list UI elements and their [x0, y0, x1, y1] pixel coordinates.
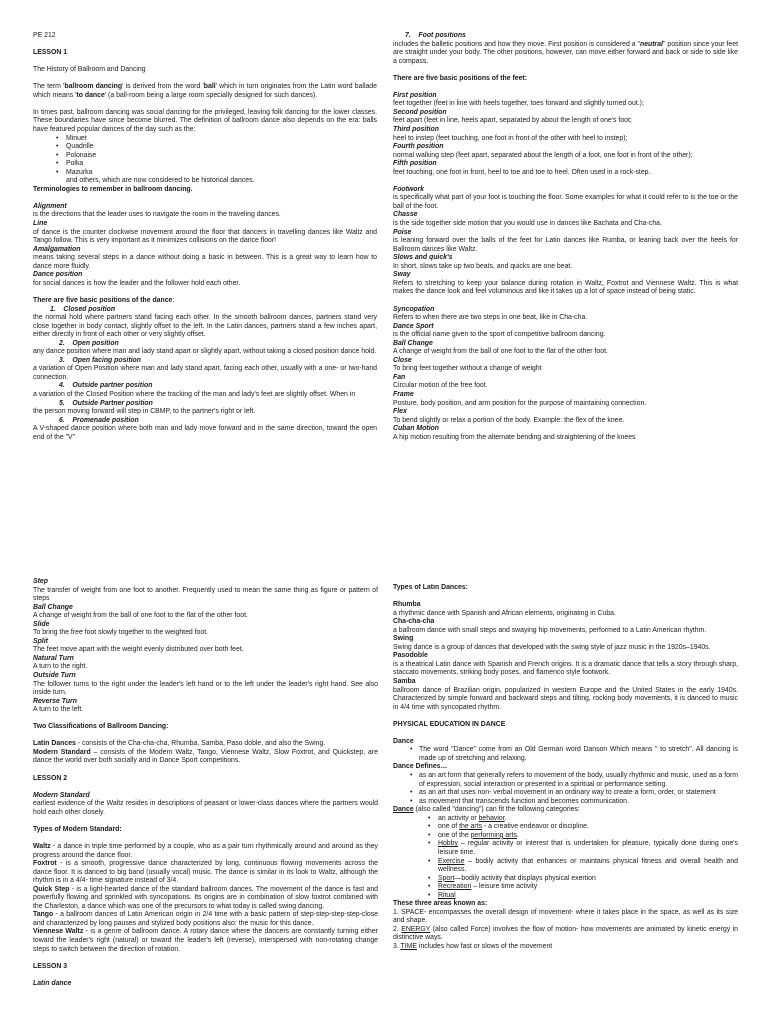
dance-definition: ballroom dance of Brazilian origin, popularized in western Europe and the United States in the early 1940s. Characterized by simple forward and backward steps and tilting, rocking body movements, it is danced to music in 4/4 time with syncopated rhythm.	[393, 686, 738, 711]
term-definition: Refers to when there are two steps in one beat, like in Cha-cha.	[393, 314, 588, 322]
third-position: Third position	[393, 126, 439, 134]
dance-categories-list	[393, 815, 738, 900]
foot-positions-intro: includes the balletic positions and how they move. First position is considered a "neutral" position since your feet are straight under your body. The other positions, however, can move either forward and back or side to side like a compass.	[393, 40, 738, 65]
position-heading: 3. Open facing position	[59, 356, 141, 364]
term-definition: is the directions that the leader uses to navigate the room in the traveling dances.	[33, 211, 281, 219]
dance-rhumba: Rhumba	[393, 601, 421, 609]
term-definition: The follower turns to the right under the leader's left hand or to the left under the leader's right hand. See also inside turn.	[33, 680, 378, 697]
list-item: • as an art form that generally refers to movement of the body, usually rhythmic and music, used as a form of expression, social interaction or presented in a spiritual or performance setting.	[393, 772, 738, 789]
term-definition: is the official name given to the sport of competitive ballroom dancing.	[393, 331, 606, 339]
term-definition: of dance is the counter clockwise movement around the floor that dancers in travelling dances like Waltz and Tango follow. This is very important as it minimizes collisions on the dance floor!	[33, 228, 377, 245]
position-definition: a variation of the Closed Position where the tracking of the man and lady's feet are slightly offset. When in	[33, 390, 356, 398]
dance-samba: Samba	[393, 678, 416, 686]
position-definition: heel to instep (feet touching, one foot in front of the other with heel to instep);	[393, 134, 628, 142]
lesson-2-heading: LESSON 2	[33, 774, 68, 782]
list-item: • as movement that transcends function and becomes communication.	[393, 798, 738, 807]
course-code: PE 212	[33, 32, 56, 39]
position-heading: 6. Promenade position	[59, 416, 139, 424]
list-item: • as an art that uses non- verbal movement in an ordinary way to create a form, order, or statement	[393, 789, 738, 798]
term-definition: The transfer of weight from one foot to another. Frequently used to mean the same thing as figure or pattern of steps	[33, 586, 378, 603]
column-bottom-right	[393, 584, 738, 1014]
term-dance-sport: Dance Sport	[393, 322, 434, 330]
term-close: Close	[393, 356, 412, 364]
positions-heading: There are five basic positions of the dance:	[33, 296, 175, 304]
term-step: Step	[33, 578, 48, 585]
position-definition: any dance position where man and lady stand apart or slightly apart, without taking a closed position dance hold.	[33, 348, 377, 356]
second-position: Second position	[393, 108, 447, 116]
term-line: Line	[33, 220, 48, 228]
term-definition: is leaning forward over the balls of the feet for Latin dances like Rumba, or leaning back over the heels for Ballroom dances like Waltz.	[393, 237, 738, 253]
term-definition: A change of weight from the ball of one foot to the flat of the other foot.	[33, 612, 248, 620]
list-item: • Polonaise	[33, 152, 377, 161]
dance-cha-cha-cha: Cha-cha-cha	[393, 618, 435, 626]
term-natural-turn: Natural Turn	[33, 654, 74, 662]
term-definition: A change of weight from the ball of one foot to the flat of the other foot.	[393, 348, 608, 356]
term-ball-change: Ball Change	[33, 603, 73, 611]
term-dance-position: Dance position	[33, 271, 83, 279]
modern-standard-heading: Modern Standard	[33, 791, 90, 799]
times-past-paragraph: In times past, ballroom dancing was social dancing for the privileged, leaving folk dancing for the lower classes. These boundaries have since become blurred. The definition of ballroom dance also depends on the era: balls have featured popular dances of the day such as the:	[33, 108, 377, 134]
term-chasse: Chasse	[393, 211, 418, 219]
fifth-position: Fifth position	[393, 160, 437, 168]
term-split: Split	[33, 637, 48, 645]
area-energy: 2. ENERGY (also called Force) involves the flow of motion- how movements are animated by kinetic energy in distinctive ways.	[393, 925, 738, 942]
term-footwork: Footwork	[393, 185, 425, 193]
dance-categories-intro: Dance (also called "dancing") can fit the following categories:	[393, 806, 580, 814]
position-definition: feet together (feet in line with heels together, toes forward and slightly turned out.);	[393, 100, 644, 108]
term-cuban-motion: Cuban Motion	[393, 425, 439, 433]
history-title: The History of Ballroom and Dancing	[33, 66, 146, 74]
term-alignment: Alignment	[33, 202, 67, 210]
list-item: • Polka	[33, 160, 377, 169]
latin-dance-heading: Latin dance	[33, 979, 72, 987]
five-feet-heading: There are five basic positions of the feet:	[393, 74, 528, 82]
historical-dance-list	[33, 135, 377, 178]
term-slide: Slide	[33, 620, 50, 628]
term-definition: To bring the free foot slowly together to the weighted foot.	[33, 629, 209, 637]
position-heading: 4. Outside partner position	[59, 382, 153, 390]
term-definition: Circular motion of the free foot.	[393, 382, 488, 390]
position-definition: the person moving forward will step in CBMP, to the partner's right or left.	[33, 408, 256, 416]
dance-definition: a ballroom dance with small steps and swaying hip movements, performed to a Latin American rhythm.	[393, 626, 707, 634]
dance-waltz: Waltz - a dance in triple time performed by a couple, who as a pair turn rhythmically around and around as they progress around the dance floor.	[33, 842, 378, 859]
dance-quick-step: Quick Step - is a light-hearted dance of the standard ballroom dances. The movement of the dance is fast and powerfully flowing and sprinkled with syncopations. Its origins are in combination of slow foxtrot combined with the Charleston, a dance which was one of the precursors to what today is called swing dancing.	[33, 885, 378, 910]
term-definition: A turn to the left.	[33, 706, 84, 714]
term-flex: Flex	[393, 408, 407, 416]
position-heading: 1. Closed position	[50, 305, 116, 313]
column-bottom-left	[33, 578, 378, 1024]
position-definition: the normal hold where partners stand facing each other. In the smooth ballroom dances, partners stand very close together in body contact, slightly offset to the left. In the Latin dances, partners stand a few inches apart, either directly in front of each other or very slightly offset.	[33, 314, 377, 339]
list-item: • one of the performing arts.	[393, 832, 738, 841]
list-item: • an activity or behavior.	[393, 815, 738, 824]
two-classifications-heading: Two Classifications of Ballroom Dancing:	[33, 723, 169, 731]
term-sway: Sway	[393, 271, 411, 279]
dance-defines-label: Dance Defines…	[393, 763, 448, 771]
column-top-left	[33, 32, 377, 477]
area-space: 1. SPACE- encompasses the overall design of movement- where it takes place in the space, as well as its size and shape.	[393, 908, 738, 925]
dance-defines-list	[393, 772, 738, 806]
term-frame: Frame	[393, 390, 414, 398]
term-poise: Poise	[393, 228, 412, 236]
lesson-3-heading: LESSON 3	[33, 962, 68, 970]
term-definition: is specifically what part of your foot is touching the floor. Some examples for what it could refer to is the toe or the ball of the foot.	[393, 194, 738, 210]
list-item: • Quadrille	[33, 143, 377, 152]
lesson-1-heading: LESSON 1	[33, 49, 68, 57]
foot-positions-heading: 7. Foot positions	[405, 32, 466, 39]
dance-swing: Swing	[393, 635, 414, 643]
intro-paragraph: The term 'ballroom dancing' is derived from the word 'ball' which in turn originates from the Latin word ballade which means 'to dance' (a ball-room being a large room specially designed for such dances).	[33, 83, 377, 99]
three-areas-heading: These three areas known as:	[393, 900, 488, 908]
dance-pasodoble: Pasodoble	[393, 652, 428, 660]
types-latin-heading: Types of Latin Dances:	[393, 584, 468, 591]
term-reverse-turn: Reverse Turn	[33, 697, 77, 705]
position-definition: feet touching, one foot in front, heel to toe and toe to heel. Often used in a rock-step.	[393, 168, 651, 176]
area-time: 3. TIME includes how fast or slows of the movement	[393, 942, 553, 950]
term-slows-quicks: Slows and quick's	[393, 254, 453, 262]
types-modern-heading: Types of Modern Standard:	[33, 825, 122, 833]
dance-definition: a rhythmic dance with Spanish and African elements, originating in Cuba.	[393, 609, 616, 617]
term-definition: means taking several steps in a dance without doing a basic in between. This is a great way to learn how to dance more fluidly.	[33, 254, 377, 270]
first-position: First position	[393, 91, 437, 99]
dance-foxtrot: Foxtrot - is a smooth, progressive dance characterized by long, continuous flowing movements across the dance floor. It is danced to big band (usually vocal) music. The dance is similar in its look to Waltz, although the rhythm is in a 4/4- time signature instead of 3/4.	[33, 860, 378, 885]
position-heading: 2. Open position	[59, 339, 119, 347]
list-item: • Exercise – bodily activity that enhances or maintains physical fitness and overall health and wellness.	[393, 858, 738, 875]
dance-definition: Swing dance is a group of dances that developed with the swing style of jazz music in the 1920s–1940s.	[393, 643, 711, 651]
fourth-position: Fourth position	[393, 143, 444, 151]
column-top-right	[393, 32, 738, 484]
list-item: • The word "Dance" come from an Old German word Danson Which means " to stretch". All dancing is made up of stretching and relaxing.	[393, 746, 738, 763]
dance-tango: Tango - a ballroom dances of Latin American origin in 2/4 time with a basic pattern of step-step-step-step-close and characterized by long pauses and stylized body positions also: the music for this dance.	[33, 911, 378, 927]
term-definition: Posture, body position, and arm position for the purpose of maintaining connection.	[393, 399, 647, 407]
term-definition: A hip motion resulting from the alternate bending and straightening of the knees	[393, 433, 636, 441]
terminologies-heading: Terminologies to remember in ballroom dancing.	[33, 185, 193, 193]
list-item: • Ritual	[393, 892, 738, 901]
position-heading: 5. Outside Partner position	[59, 399, 153, 407]
historical-note: and others, which are now considered to be historical dances.	[66, 177, 255, 185]
dance-definition: is a theatrical Latin dance with Spanish and French origins. It is a dramatic dance that tells a story through sharp, staccato movements, striking body poses, and flamenco style footwork.	[393, 660, 738, 677]
position-definition: a variation of Open Position where man and lady stand apart, facing each other, usually with a one- or two-hand connection.	[33, 365, 377, 381]
modern-standard-text: earliest evidence of the Waltz resides in descriptions of peasant or lower-class dances where the partners would hold each other closely.	[33, 800, 378, 816]
modern-classification: Modern Standard – consists of the Modern Waltz, Tango, Viennese Waltz, Slow Foxtrot, and Quickstep, are dance the world over both socially and in Dance Sport competitions.	[33, 748, 378, 765]
term-fan: Fan	[393, 373, 406, 381]
term-definition: Refers to stretching to keep your balance during rotation in Waltz, Foxtrot and Viennese Waltz. This is what makes the dance look and feel voluminous and like it takes up a lot of space instead of being static.	[393, 279, 738, 296]
dance-viennese-waltz: Viennese Waltz - is a genre of ballroom dance. A rotary dance where the dancers are constantly turning either toward the leader's right (natural) or toward the leader's left (reverse), interspersed with non-rotating change steps to switch between the direction of rotation.	[33, 928, 378, 953]
position-definition: A V-shaped dance position where both man and lady move forward and in the same direction, toward the open end of the "V"	[33, 425, 377, 441]
term-definition: To bring feet together without a change of weight	[393, 365, 542, 373]
term-definition: for social dances is how the leader and the follower hold each other.	[33, 279, 241, 287]
term-definition: In short, slows take up two beats, and quicks are one beat.	[393, 262, 573, 270]
position-definition: feet apart (feet in line, heels apart, separated by about the length of one's foot;	[393, 117, 632, 125]
term-amalgamation: Amalgamation	[33, 245, 81, 253]
list-item: • Mazurka	[33, 169, 377, 178]
term-definition: A turn to the right.	[33, 663, 88, 671]
position-definition: normal walking step (feet apart, separated about the length of a foot, one foot in front of the other);	[393, 151, 693, 159]
term-syncopation: Syncopation	[393, 305, 435, 313]
pe-in-dance-heading: PHYSICAL EDUCATION IN DANCE	[393, 720, 506, 728]
term-ball-change: Ball Change	[393, 339, 433, 347]
list-item: • one of the arts - a creative endeavor or discipline.	[393, 823, 738, 832]
latin-classification: Latin Dances - consists of the Cha-cha-cha, Rhumba, Samba, Paso doble, and also the Swing.	[33, 740, 326, 748]
term-definition: The feet move apart with the weight evenly distributed over both feet.	[33, 646, 244, 654]
term-definition: To bend slightly or relax a portion of the body. Example: the flex of the knee.	[393, 416, 625, 424]
list-item: • Recreation – leisure time activity	[393, 883, 738, 892]
term-definition: is the side together side motion that you would use in dances like Bachata and Cha-cha.	[393, 220, 662, 228]
dance-word-list	[393, 746, 738, 763]
list-item: • Minuet	[33, 135, 377, 144]
list-item: • Hobby – regular activity or interest that is undertaken for pleasure, typically done during one's leisure time.	[393, 840, 738, 857]
list-item: • Sport—bodily activity that displays physical exertion	[393, 875, 738, 884]
dance-label: Dance	[393, 737, 414, 745]
term-outside-turn: Outside Turn	[33, 672, 76, 680]
